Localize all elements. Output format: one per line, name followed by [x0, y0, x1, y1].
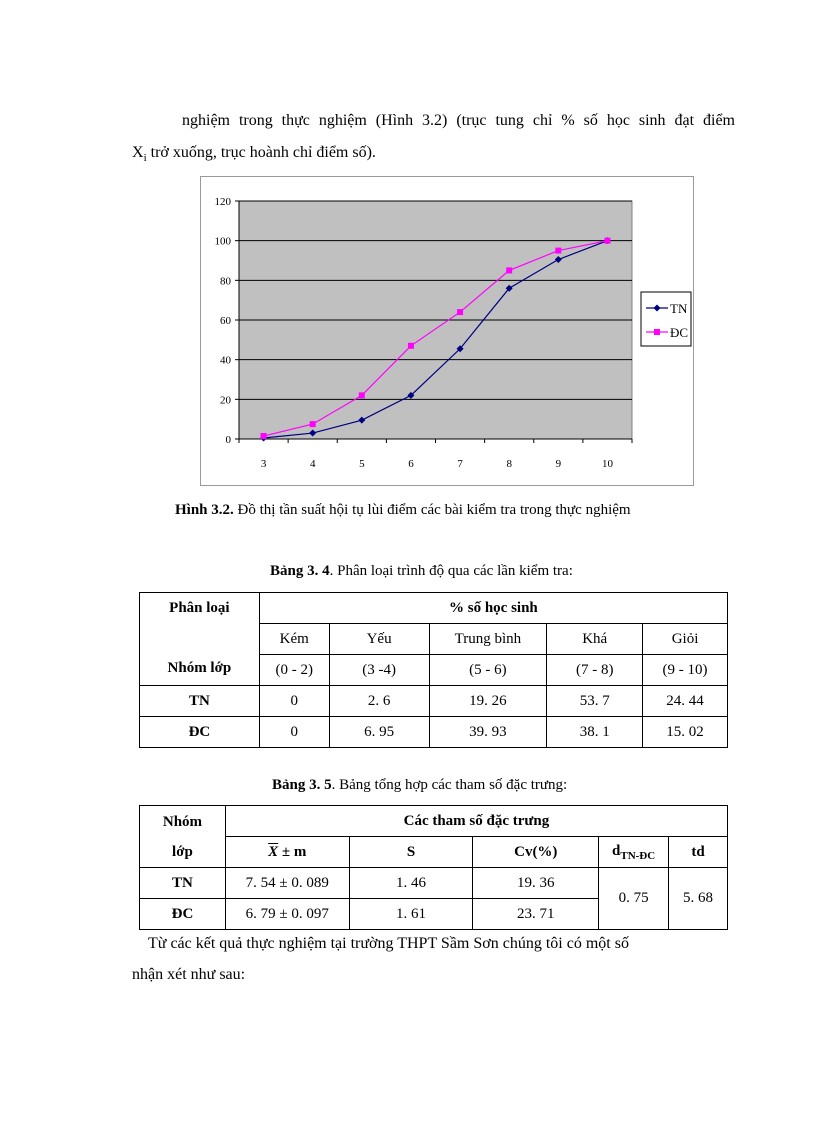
table4-level: Trung bình [429, 624, 547, 655]
data-point [604, 238, 610, 244]
y-tick-label: 40 [220, 354, 231, 367]
x-tick-label: 7 [457, 458, 463, 470]
figure-caption-label: Hình 3.2. [175, 502, 234, 518]
table4-value: 19. 26 [429, 686, 547, 717]
table-row [140, 868, 728, 899]
table5-col-mean [225, 837, 349, 868]
table4-group-cell: ĐC [140, 717, 260, 748]
table-row [140, 686, 728, 717]
x-tick-label: 5 [359, 458, 365, 470]
table5-col-mean-rest: ± m [278, 843, 307, 860]
x-tick-label: 8 [506, 458, 512, 470]
table5-corner-cell [140, 806, 226, 868]
table5-td-value: 5. 68 [669, 868, 728, 930]
data-point [261, 433, 267, 439]
figure-caption-text: Đồ thị tần suất hội tụ lùi điểm các bài kiểm tra trong thực nghiệm [233, 502, 631, 518]
y-tick-label: 100 [214, 235, 231, 248]
table5-mean: 7. 54 ± 0. 089 [225, 868, 349, 899]
table4-value: 0 [259, 686, 329, 717]
xi-subscript: i [143, 152, 147, 165]
table5-caption-text: . Bảng tổng hợp các tham số đặc trưng: [331, 777, 568, 793]
table5-cv: 23. 71 [473, 899, 599, 930]
table4-corner-top: Phân loại [169, 600, 230, 616]
table-row [140, 717, 728, 748]
table4-corner-cell [140, 593, 260, 686]
table5-mean: 6. 79 ± 0. 097 [225, 899, 349, 930]
table5-col-d-sub: TN-ĐC [620, 849, 656, 862]
intro-line-1: nghiệm trong thực nghiệm (Hình 3.2) (trục tung chỉ % số học sinh đạt điểm [182, 112, 735, 129]
y-tick-label: 0 [225, 434, 231, 446]
table5-col-td: td [669, 837, 728, 868]
table5-caption [272, 777, 567, 794]
data-point [555, 248, 561, 254]
classification-table [139, 592, 728, 748]
table4-value: 38. 1 [547, 717, 643, 748]
x-tick-label: 10 [601, 458, 613, 470]
intro-line-2 [132, 144, 376, 167]
x-tick-label: 3 [260, 458, 267, 470]
table5-caption-label: Bảng 3. 5 [272, 777, 332, 793]
legend-label: TN [670, 301, 688, 316]
table4-group-header: % số học sinh [259, 593, 727, 624]
table4-range: (0 - 2) [259, 655, 329, 686]
figure-caption [175, 502, 631, 519]
table4-value: 53. 7 [547, 686, 643, 717]
table5-group-header: Các tham số đặc trưng [225, 806, 727, 837]
x-tick-label: 9 [555, 458, 562, 470]
y-tick-label: 120 [214, 196, 231, 208]
table5-d-value: 0. 75 [599, 868, 669, 930]
legend-marker [654, 329, 660, 335]
table4-level: Khá [547, 624, 643, 655]
table5-group-cell: TN [140, 868, 226, 899]
table4-value: 15. 02 [643, 717, 728, 748]
y-tick-label: 80 [220, 275, 231, 288]
table4-value: 6. 95 [329, 717, 429, 748]
frequency-line-chart [201, 177, 695, 487]
table4-caption-text: . Phân loại trình độ qua các lần kiểm tra: [329, 563, 573, 579]
table4-caption [270, 563, 573, 580]
chart-frame [200, 176, 694, 486]
legend-label: ĐC [670, 325, 689, 340]
table5-s: 1. 61 [349, 899, 473, 930]
table4-value: 24. 44 [643, 686, 728, 717]
closing-line-1: Từ các kết quả thực nghiệm tại trường THPT Sầm Sơn chúng tôi có một số [148, 935, 629, 952]
y-tick-label: 60 [220, 315, 231, 327]
table5-s: 1. 46 [349, 868, 473, 899]
table4-range: (5 - 6) [429, 655, 547, 686]
table4-range: (9 - 10) [643, 655, 728, 686]
intro-line-2-text: trở xuống, trục hoành chỉ điểm số). [146, 144, 376, 161]
x-tick-label: 4 [309, 458, 316, 470]
data-point [310, 421, 316, 427]
table5-cv: 19. 36 [473, 868, 599, 899]
table4-level: Giỏi [643, 624, 728, 655]
table5-col-d [599, 837, 669, 868]
table4-level: Yếu [329, 624, 429, 655]
table5-corner-bottom: lớp [172, 843, 193, 860]
table5-corner-top: Nhóm [162, 813, 203, 830]
data-point [506, 267, 512, 273]
data-point [359, 392, 365, 398]
table4-range: (7 - 8) [547, 655, 643, 686]
table5-col-cv: Cv(%) [473, 837, 599, 868]
table4-group-cell: TN [140, 686, 260, 717]
table4-range: (3 -4) [329, 655, 429, 686]
parameters-table [139, 805, 728, 930]
data-point [408, 343, 414, 349]
table4-corner-bottom: Nhóm lớp [167, 660, 232, 676]
y-tick-label: 20 [220, 394, 231, 407]
x-bar-symbol: $\overline{X}$ [268, 843, 279, 860]
table4-value: 2. 6 [329, 686, 429, 717]
table5-col-s: S [349, 837, 473, 868]
x-tick-label: 6 [408, 458, 414, 470]
table5-group-cell: ĐC [140, 899, 226, 930]
table5-col-d-main: d [612, 842, 621, 859]
table4-value: 39. 93 [429, 717, 547, 748]
table4-value: 0 [259, 717, 329, 748]
table4-level: Kém [259, 624, 329, 655]
xi-symbol: X [132, 144, 144, 161]
closing-line-2: nhận xét như sau: [132, 966, 246, 983]
data-point [457, 309, 463, 315]
table4-caption-label: Bảng 3. 4 [270, 563, 330, 579]
